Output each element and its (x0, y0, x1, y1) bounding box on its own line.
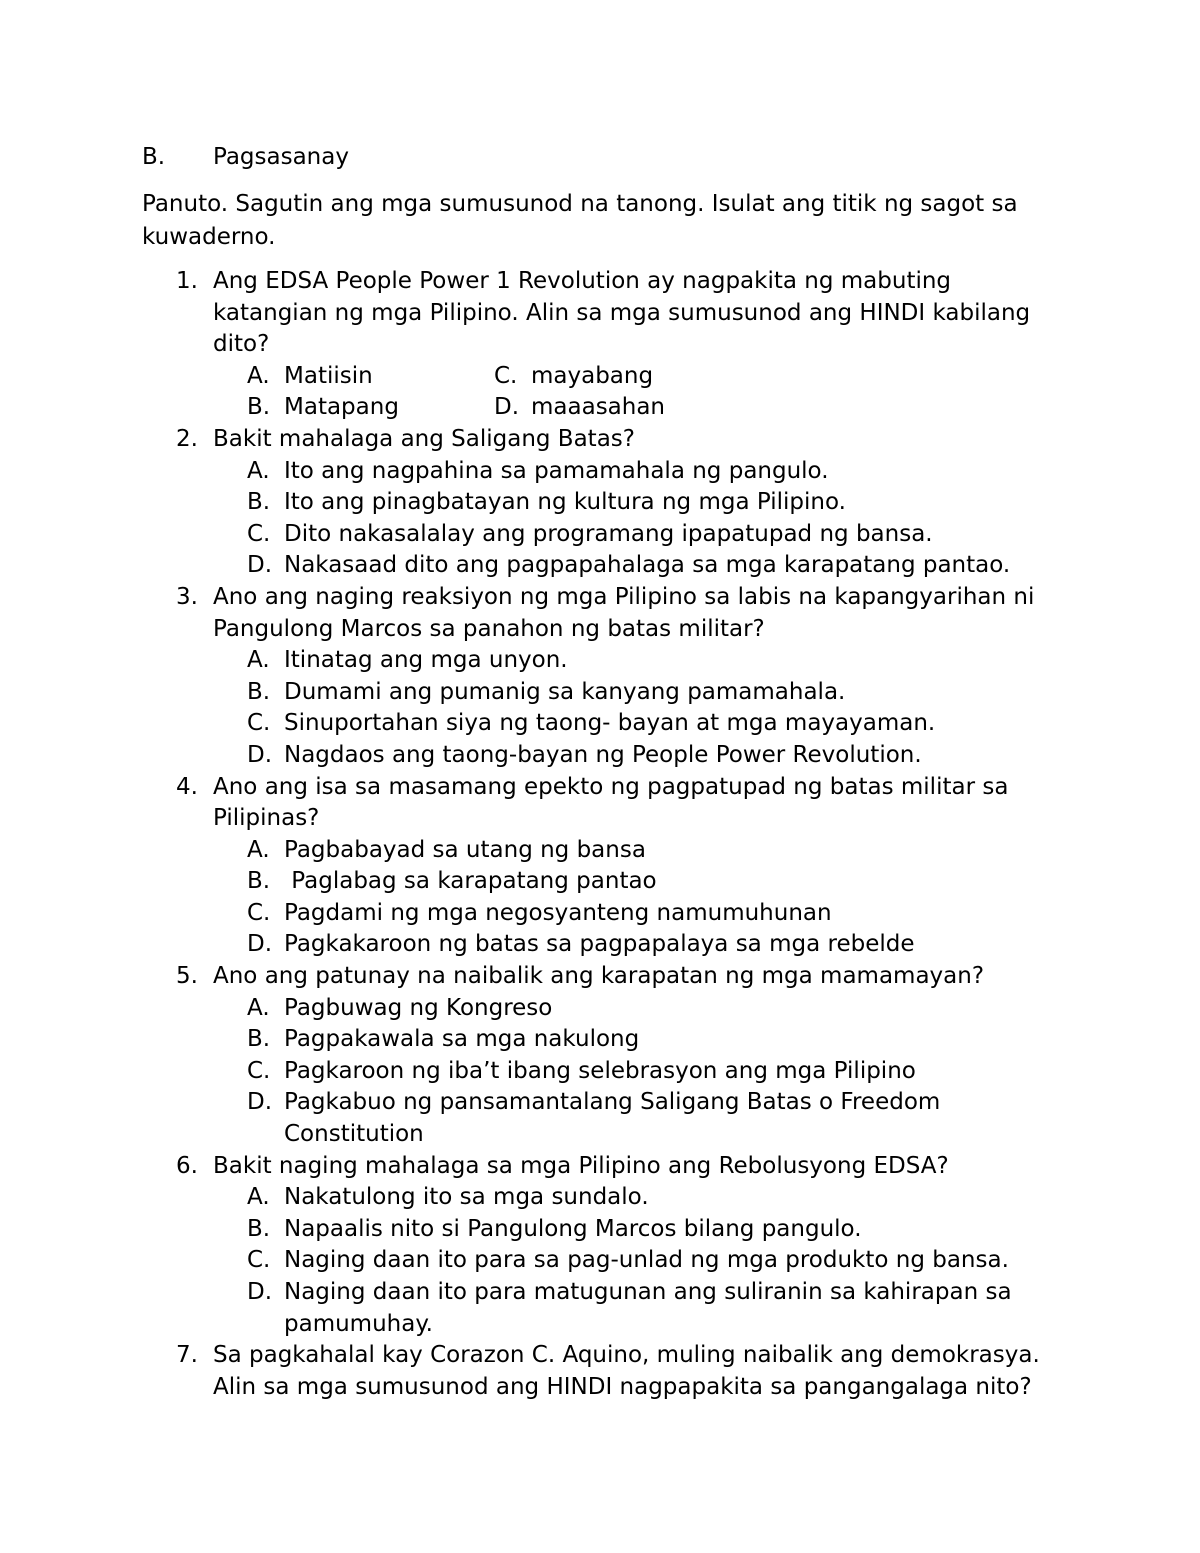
question-1 (142, 266, 1072, 424)
choice-text: Matapang (284, 394, 399, 421)
choice-label: D. (247, 552, 273, 579)
choice-label: A. (247, 994, 270, 1021)
choice-b (213, 1214, 1072, 1246)
choice-text: Matiisin (284, 362, 373, 389)
question-text: Bakit naging mahalaga sa mga Pilipino ang Rebolusyong EDSA? (213, 1152, 949, 1179)
choice-a (213, 456, 1072, 488)
choice-text: Nakasaad dito ang pagpapahalaga sa mga karapatang pantao. (284, 552, 1011, 579)
question-number: 7. (176, 1342, 198, 1369)
choice-a (213, 835, 1072, 867)
choice-d (213, 550, 1072, 582)
choice-c (460, 361, 760, 393)
choice-text: Naging daan ito para sa pag-unlad ng mga produkto ng bansa. (284, 1247, 1009, 1274)
question-text: Ano ang naging reaksiyon ng mga Pilipino sa labis na kapangyarihan ni Pangulong Marcos sa panahon ng batas militar? (213, 583, 1035, 642)
choice-label: D. (247, 1089, 273, 1116)
choice-label: D. (247, 1279, 273, 1305)
choice-a (213, 645, 1072, 677)
question-number: 4. (176, 773, 198, 800)
question-number: 2. (176, 425, 198, 452)
question-6 (142, 1151, 1072, 1341)
choice-label: D. (494, 394, 520, 421)
question-number: 1. (176, 268, 198, 294)
question-number: 6. (176, 1152, 198, 1179)
choice-text: Sinuportahan siya ng taong- bayan at mga mayayaman. (284, 710, 936, 737)
question-5 (142, 961, 1072, 1151)
choice-a (213, 361, 460, 393)
question-text: Ano ang isa sa masamang epekto ng pagpatupad ng batas militar sa Pilipinas? (213, 773, 1009, 832)
choice-text: Pagkabuo ng pansamantalang Saligang Batas o Freedom Constitution (284, 1089, 941, 1148)
choice-label: D. (247, 741, 273, 768)
choice-text: Ito ang pinagbatayan ng kultura ng mga Pilipino. (284, 489, 846, 516)
choice-text: Ito ang nagpahina sa pamamahala ng pangulo. (284, 457, 829, 484)
choice-d (460, 392, 760, 424)
choice-text: Naging daan ito para matugunan ang suliranin sa kahirapan sa pamumuhay. (284, 1279, 1012, 1337)
section-title: Pagsasanay (213, 144, 349, 170)
section-letter: B. (142, 144, 166, 170)
question-3 (142, 582, 1072, 772)
choice-label: C. (247, 899, 271, 926)
choice-a (213, 1182, 1072, 1214)
choice-c (213, 1056, 1072, 1088)
question-text: Bakit mahalaga ang Saligang Batas? (213, 425, 635, 452)
question-number: 5. (176, 963, 198, 990)
choice-text: Pagbuwag ng Kongreso (284, 994, 553, 1021)
choice-label: A. (247, 836, 270, 863)
choice-text: Itinatag ang mga unyon. (284, 647, 568, 674)
choice-text: Pagbabayad sa utang ng bansa (284, 836, 646, 863)
choice-label: B. (247, 489, 271, 516)
choice-label: B. (247, 1215, 271, 1242)
choice-b (213, 487, 1072, 519)
choice-list (213, 361, 1072, 424)
choice-label: A. (247, 457, 270, 484)
choice-b (213, 392, 460, 424)
section-heading (142, 142, 349, 174)
choice-label: C. (247, 520, 271, 547)
choice-text: mayabang (531, 362, 654, 389)
question-4 (142, 772, 1072, 962)
choice-text: maaasahan (531, 394, 666, 421)
choice-b (213, 866, 1072, 898)
choice-text: Pagpakawala sa mga nakulong (284, 1026, 640, 1053)
choice-list (213, 1182, 1072, 1340)
choice-c (213, 708, 1072, 740)
choice-a (213, 993, 1072, 1025)
choice-list (213, 456, 1072, 582)
choice-text: Paglabag sa karapatang pantao (284, 868, 657, 895)
choice-b (213, 1024, 1072, 1056)
choice-d (213, 740, 1072, 772)
question-text: Ang EDSA People Power 1 Revolution ay nagpakita ng mabuting katangian ng mga Pilipino. Alin sa mga sumusunod ang HINDI kabilang dito? (213, 268, 1031, 358)
choice-text: Dito nakasalalay ang programang ipapatupad ng bansa. (284, 520, 933, 547)
choice-text: Dumami ang pumanig sa kanyang pamamahala. (284, 678, 846, 705)
choice-text: Pagdami ng mga negosyanteng namumuhunan (284, 899, 832, 926)
choice-label: C. (247, 1057, 271, 1084)
question-2 (142, 424, 1072, 582)
choice-list (213, 835, 1072, 961)
choice-list (213, 645, 1072, 771)
choice-label: C. (247, 710, 271, 737)
question-text: Ano ang patunay na naibalik ang karapatan ng mga mamamayan? (213, 963, 985, 990)
question-text: Sa pagkahalal kay Corazon C. Aquino, muling naibalik ang demokrasya. Alin sa mga sumusunod ang HINDI nagpapakita sa pangangalaga nito? (213, 1342, 1040, 1400)
choice-c (213, 898, 1072, 930)
choice-label: B. (247, 868, 271, 895)
choice-label: B. (247, 678, 271, 705)
question-7 (142, 1340, 1072, 1403)
choice-text: Nagdaos ang taong-bayan ng People Power Revolution. (284, 741, 922, 768)
choice-d (213, 1277, 1072, 1340)
choice-text: Napaalis nito si Pangulong Marcos bilang pangulo. (284, 1215, 862, 1242)
choice-text: Pagkaroon ng iba’t ibang selebrasyon ang mga Pilipino (284, 1057, 916, 1084)
choice-b (213, 677, 1072, 709)
choice-c (213, 1245, 1072, 1277)
choice-text: Nakatulong ito sa mga sundalo. (284, 1184, 649, 1211)
question-list (142, 266, 1072, 1403)
instructions: Panuto. Sagutin ang mga sumusunod na tanong. Isulat ang titik ng sagot sa kuwaderno. (142, 191, 1018, 250)
choice-label: A. (247, 1184, 270, 1211)
choice-label: D. (247, 931, 273, 958)
question-number: 3. (176, 583, 198, 610)
choice-label: B. (247, 394, 271, 421)
choice-list (213, 993, 1072, 1151)
choice-label: C. (494, 362, 518, 389)
choice-text: Pagkakaroon ng batas sa pagpapalaya sa mga rebelde (284, 931, 915, 958)
choice-label: A. (247, 362, 270, 389)
choice-d (213, 929, 1072, 961)
choice-d (213, 1087, 1072, 1150)
choice-label: A. (247, 647, 270, 674)
choice-c (213, 519, 1072, 551)
choice-label: B. (247, 1026, 271, 1053)
choice-label: C. (247, 1247, 271, 1274)
